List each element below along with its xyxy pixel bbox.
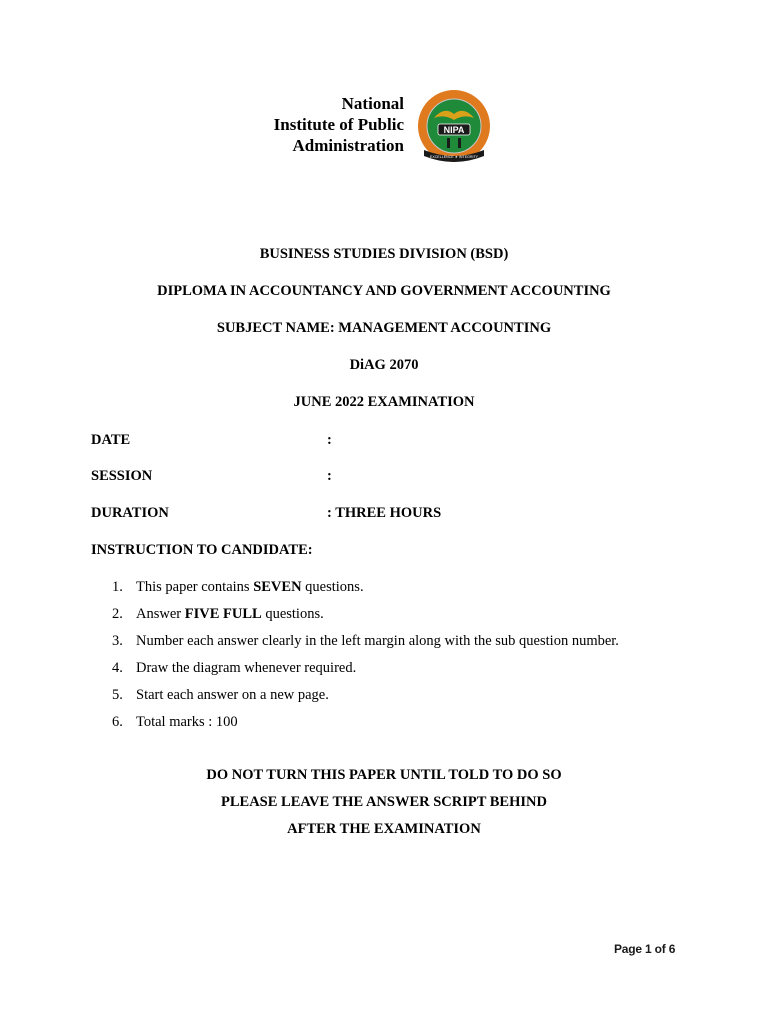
institute-name-line-3: Administration <box>292 136 404 155</box>
programme-heading: DIPLOMA IN ACCOUNTANCY AND GOVERNMENT ACCOUNTING <box>157 283 611 299</box>
instruction-number: 6. <box>112 714 123 730</box>
instruction-emphasis: FIVE FULL <box>184 606 262 622</box>
division-heading: BUSINESS STUDIES DIVISION (BSD) <box>259 246 509 262</box>
instruction-number: 4. <box>112 660 123 676</box>
session-label: SESSION <box>91 468 153 484</box>
instruction-text: Start each answer on a new page. <box>136 687 329 703</box>
instruction-number: 2. <box>112 606 123 622</box>
session-value: : <box>327 468 332 484</box>
duration-label: DURATION <box>91 505 169 521</box>
instructions-heading: INSTRUCTION TO CANDIDATE: <box>91 542 313 558</box>
logo-motto-text: EXCELLENCE ★ INTEGRITY <box>429 155 479 159</box>
notice-line-1: DO NOT TURN THIS PAPER UNTIL TOLD TO DO SO <box>206 767 562 783</box>
subject-heading: SUBJECT NAME: MANAGEMENT ACCOUNTING <box>216 320 552 336</box>
institute-name <box>240 93 404 156</box>
logo-badge-text: NIPA <box>443 125 465 135</box>
instruction-text: Number each answer clearly in the left margin along with the sub question number. <box>136 633 619 649</box>
instruction-emphasis: SEVEN <box>253 579 302 595</box>
instruction-item <box>112 605 732 632</box>
instruction-item <box>112 578 732 605</box>
nipa-crest-icon <box>414 88 494 168</box>
instruction-item <box>112 659 732 686</box>
instruction-item <box>112 632 732 659</box>
instructions-list <box>112 578 732 740</box>
instruction-text: Draw the diagram whenever required. <box>136 660 357 676</box>
institute-name-line-1: National <box>341 94 404 113</box>
date-value: : <box>327 432 332 448</box>
date-label: DATE <box>91 432 131 448</box>
instruction-item <box>112 713 732 740</box>
course-code: DiAG 2070 <box>349 357 419 373</box>
instruction-text-end: questions. <box>261 606 324 622</box>
instruction-text: This paper contains <box>136 579 254 595</box>
instruction-number: 5. <box>112 687 123 703</box>
page-label: Page <box>614 942 642 956</box>
institute-name-line-2: Institute of Public <box>273 115 404 134</box>
notice-line-3: AFTER THE EXAMINATION <box>287 821 481 837</box>
instruction-number: 3. <box>112 633 123 649</box>
instruction-text-end: questions. <box>301 579 364 595</box>
page-number <box>614 942 675 956</box>
instruction-text: Total marks : 100 <box>136 714 238 730</box>
page-current: 1 <box>645 942 652 956</box>
duration-value: : THREE HOURS <box>327 505 442 521</box>
notice-line-2: PLEASE LEAVE THE ANSWER SCRIPT BEHIND <box>221 794 547 810</box>
instruction-item <box>112 686 732 713</box>
page-of: of <box>654 942 666 956</box>
page-total: 6 <box>668 942 676 956</box>
instruction-number: 1. <box>112 579 123 595</box>
exam-heading: JUNE 2022 EXAMINATION <box>293 394 475 410</box>
instruction-text: Answer <box>136 606 185 622</box>
